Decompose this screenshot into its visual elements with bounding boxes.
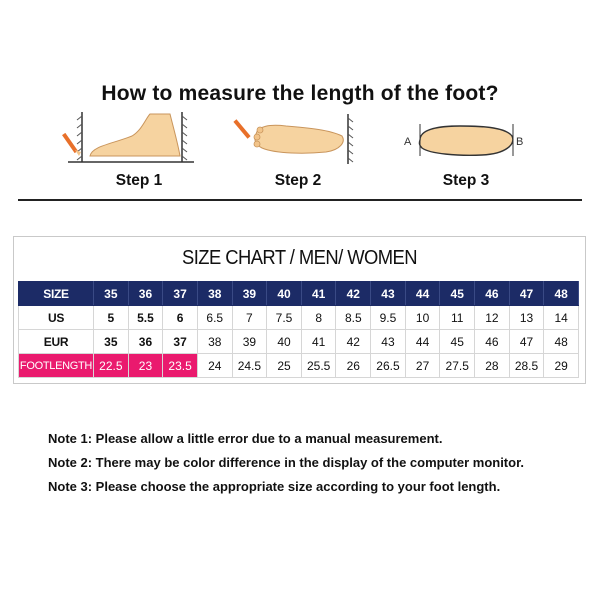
table-cell: 44 [405,330,440,354]
table-row [19,330,579,354]
step-1-illustration [62,110,202,170]
divider-line [18,199,582,201]
table-cell: 45 [440,330,475,354]
table-cell: 37 [163,330,198,354]
table-cell: 7 [232,306,267,330]
table-row [19,354,579,378]
table-cell: 13 [509,306,544,330]
table-cell: 46 [475,330,510,354]
table-cell: 8.5 [336,306,371,330]
table-cell: 46 [475,282,510,306]
page-title: How to measure the length of the foot? [101,82,499,105]
table-cell: 8 [301,306,336,330]
table-cell: 5 [94,306,129,330]
row-label: FOOTLENGTH [19,354,94,378]
step-3-marker-b: B [516,136,524,148]
table-row [19,282,579,306]
table-cell: 47 [509,282,544,306]
table-cell: 43 [371,282,406,306]
step-1-label: Step 1 [115,172,163,189]
table-cell: 39 [232,282,267,306]
table-cell: 40 [267,330,302,354]
row-label: SIZE [19,282,94,306]
step-2-label: Step 2 [274,172,322,189]
table-cell: 36 [128,330,163,354]
table-cell: 36 [128,282,163,306]
notes [48,427,588,499]
table-cell: 38 [197,330,232,354]
size-chart [13,236,586,384]
table-cell: 47 [509,330,544,354]
table-cell: 25 [267,354,302,378]
table-cell: 41 [301,282,336,306]
table-cell: 6.5 [197,306,232,330]
table-cell: 5.5 [128,306,163,330]
table-cell: 42 [336,330,371,354]
table-cell: 14 [544,306,579,330]
note-3: Note 3: Please choose the appropriate size according to your foot length. [48,479,501,494]
size-chart-title: SIZE CHART / MEN/ WOMEN [181,247,418,269]
row-label: US [19,306,94,330]
table-cell: 6 [163,306,198,330]
table-cell: 7.5 [267,306,302,330]
table-cell: 48 [544,330,579,354]
table-cell: 10 [405,306,440,330]
table-cell: 26 [336,354,371,378]
table-cell: 24 [197,354,232,378]
table-cell: 44 [405,282,440,306]
step-3-illustration [402,118,532,164]
row-label: EUR [19,330,94,354]
table-cell: 43 [371,330,406,354]
table-cell: 11 [440,306,475,330]
table-cell: 41 [301,330,336,354]
table-cell: 27 [405,354,440,378]
table-cell: 23 [128,354,163,378]
note-2: Note 2: There may be color difference in the display of the computer monitor. [48,455,525,470]
table-cell: 27.5 [440,354,475,378]
table-cell: 24.5 [232,354,267,378]
table-cell: 25.5 [301,354,336,378]
table-cell: 35 [94,330,129,354]
table-cell: 23.5 [163,354,198,378]
table-cell: 28.5 [509,354,544,378]
table-cell: 29 [544,354,579,378]
table-cell: 37 [163,282,198,306]
table-cell: 42 [336,282,371,306]
table-cell: 40 [267,282,302,306]
table-cell: 45 [440,282,475,306]
step-3-marker-a: A [404,136,412,148]
table-cell: 39 [232,330,267,354]
table-cell: 48 [544,282,579,306]
step-2-illustration [230,112,360,168]
table-row [19,306,579,330]
size-table [18,281,579,378]
table-cell: 28 [475,354,510,378]
table-cell: 26.5 [371,354,406,378]
table-cell: 35 [94,282,129,306]
note-1: Note 1: Please allow a little error due to a manual measurement. [48,431,443,446]
step-3-label: Step 3 [442,172,490,189]
table-cell: 38 [197,282,232,306]
table-cell: 12 [475,306,510,330]
table-cell: 9.5 [371,306,406,330]
table-cell: 22.5 [94,354,129,378]
